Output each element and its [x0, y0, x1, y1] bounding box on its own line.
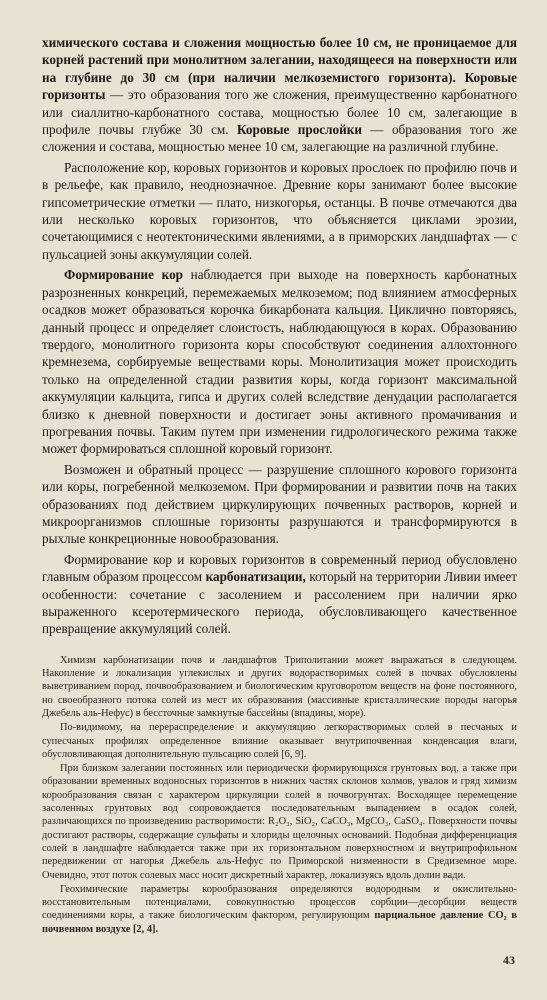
bold-text: Формирование кор [64, 267, 183, 283]
bold-text: карбонатизации, [205, 569, 306, 585]
main-paragraph [42, 551, 517, 638]
bold-text: химического состава и сложения мощностью более 10 см, не проницаемое для корней растений при монолитном залегании, находящееся на поверхности или на глубине до 30 см (при наличии мелкоземистого горизонта). [42, 35, 517, 85]
small-paragraph [42, 883, 517, 936]
main-text [42, 34, 517, 638]
text-run: Формирование кор и коровых горизонтов в современный период обусловлено главным образом процессом [42, 551, 517, 585]
text-run: — образования того же сложения и состава, мощностью менее 10 см, залегающие на различной глубине. [42, 122, 517, 155]
text-run: Химизм карбонатизации почв и ландшафтов Триполитании может выражаться в следующем. Накопление и локализация углекислых и других водорастворимых солей в почвах обусловлены выветриванием пород, почвообразованием и биологическим круговоротом веществ на фоне постоянного, но своеобразного потока солей из мест их образования (массивные кристаллические породы нагорья Джебель аль-Нефус) в бессточные замкнутые бассейны (впадины, море). [42, 654, 517, 719]
text-run: Расположение кор, коровых горизонтов и коровых прослоек по профилю почв и в рельефе, как правило, неоднозначное. Древние коры занимают более высокие гипсометрические отметки — плато, низкогорья, останцы. В почве отмечаются два или несколько коровых горизонтов, что объясняется циклами эрозии, сочетающимися с неотектоническими явлениями, а в приморских ландшафтах — с пульсацией зоны аккумуляции солей. [42, 159, 517, 262]
bold-text: парциальное давление CO₂ в почвенном воздухе [2, 4]. [42, 910, 517, 935]
small-paragraph [42, 654, 517, 720]
small-print-text [42, 654, 517, 936]
page-number: 43 [503, 953, 515, 967]
main-paragraph [42, 159, 517, 263]
main-paragraph [42, 461, 517, 548]
text-run: Возможен и обратный процесс — разрушение сплошного корового горизонта или коры, погребенной мелкоземом. При формировании и развитии почв на таких образованиях под действием циркулирующих почвенных растворов, корней и микроорганизмов сплошные горизонты разрушаются и трансформируются в рыхлые конкреционные новообразования. [42, 461, 517, 547]
text-run: По-видимому, на перераспределение и аккумуляцию легкорастворимых солей в песчаных и супесчаных профилях определенное влияние оказывает внутрипочвенная конденсация влаги, обусловливающая дополнительную пульсацию солей [6, 9]. [42, 722, 517, 760]
main-paragraph [42, 34, 517, 156]
text-run: При близком залегании постоянных или периодически формирующихся грунтовых вод, а также при образовании временных водоносных горизонтов в нижних частях склонов холмов, увалов и гряд химизм корообразования связан с характером циркуляции солей в почвогрунтах. Восходящее перемещение засоленных грунтовых вод сопровождается последовательным выпадением в осадок солей, различающихся по произведению растворимости: R₂O₃, SiO₂, CaCO₃, MgCO₃, CaSO₄. Поверхности почвы достигают растворы, содержащие сульфаты и хлориды щелочных оснований. Подобная дифференциация солей в ландшафте наблюдается также при их горизонтальном поверхностном и внутрипрофильном передвижении от нагорья Джебель аль-Нефус по Приморской низменности в Средиземное море. Очевидно, этот поток солевых масс носит дискретный характер, локализуясь вдоль долин вади. [42, 763, 517, 881]
small-paragraph [42, 721, 517, 761]
text-run: Геохимические параметры корообразования определяются водородным и окислительно-восстановительным потенциалами, совокупностью процессов сорбции—десорбции веществ соединениями коры, а также биологическим фактором, регулирующим [42, 883, 517, 922]
text-run: который на территории Ливии имеет особенности: сочетание с засолением и рассолением при наличии ярко выраженного ксеротермического периода, обусловливающего качественное превращение аккумуляций солей. [42, 569, 517, 637]
bold-text: Коровые горизонты [42, 69, 517, 103]
bold-text: Коровые прослойки [236, 122, 362, 138]
text-run: наблюдается при выходе на поверхность карбонатных разрозненных конкреций, перемежаемых мелкоземом; под влиянием атмосферных осадков может образоваться корочка бикарбоната кальция. Циклично повторяясь, данный процесс и определяет слоистость, наблюдающуюся в корах. Образованию твердого, монолитного горизонта коры способствуют соединения аллохтонного кремнезема, сорбируемые веществами коры. Монолитизация может происходить только на определенной стадии развития коры, когда горизонт максимальной аккумуляции кальцита, гипса и других солей вследствие денудации располагается близко к дневной поверхности и достигает зоны активного промачивания и прогревания почвы. Таким путем при изменении гидрологического режима также может формироваться сплошной коровый горизонт. [42, 267, 517, 457]
text-run: — это образования того же сложения, преимущественно карбонатного или сиаллитно-карбонатного состава, мощностью более 10 см, залегающие в профиле почвы глубже 30 см. [42, 87, 517, 138]
small-paragraph [42, 762, 517, 882]
main-paragraph [42, 266, 517, 457]
